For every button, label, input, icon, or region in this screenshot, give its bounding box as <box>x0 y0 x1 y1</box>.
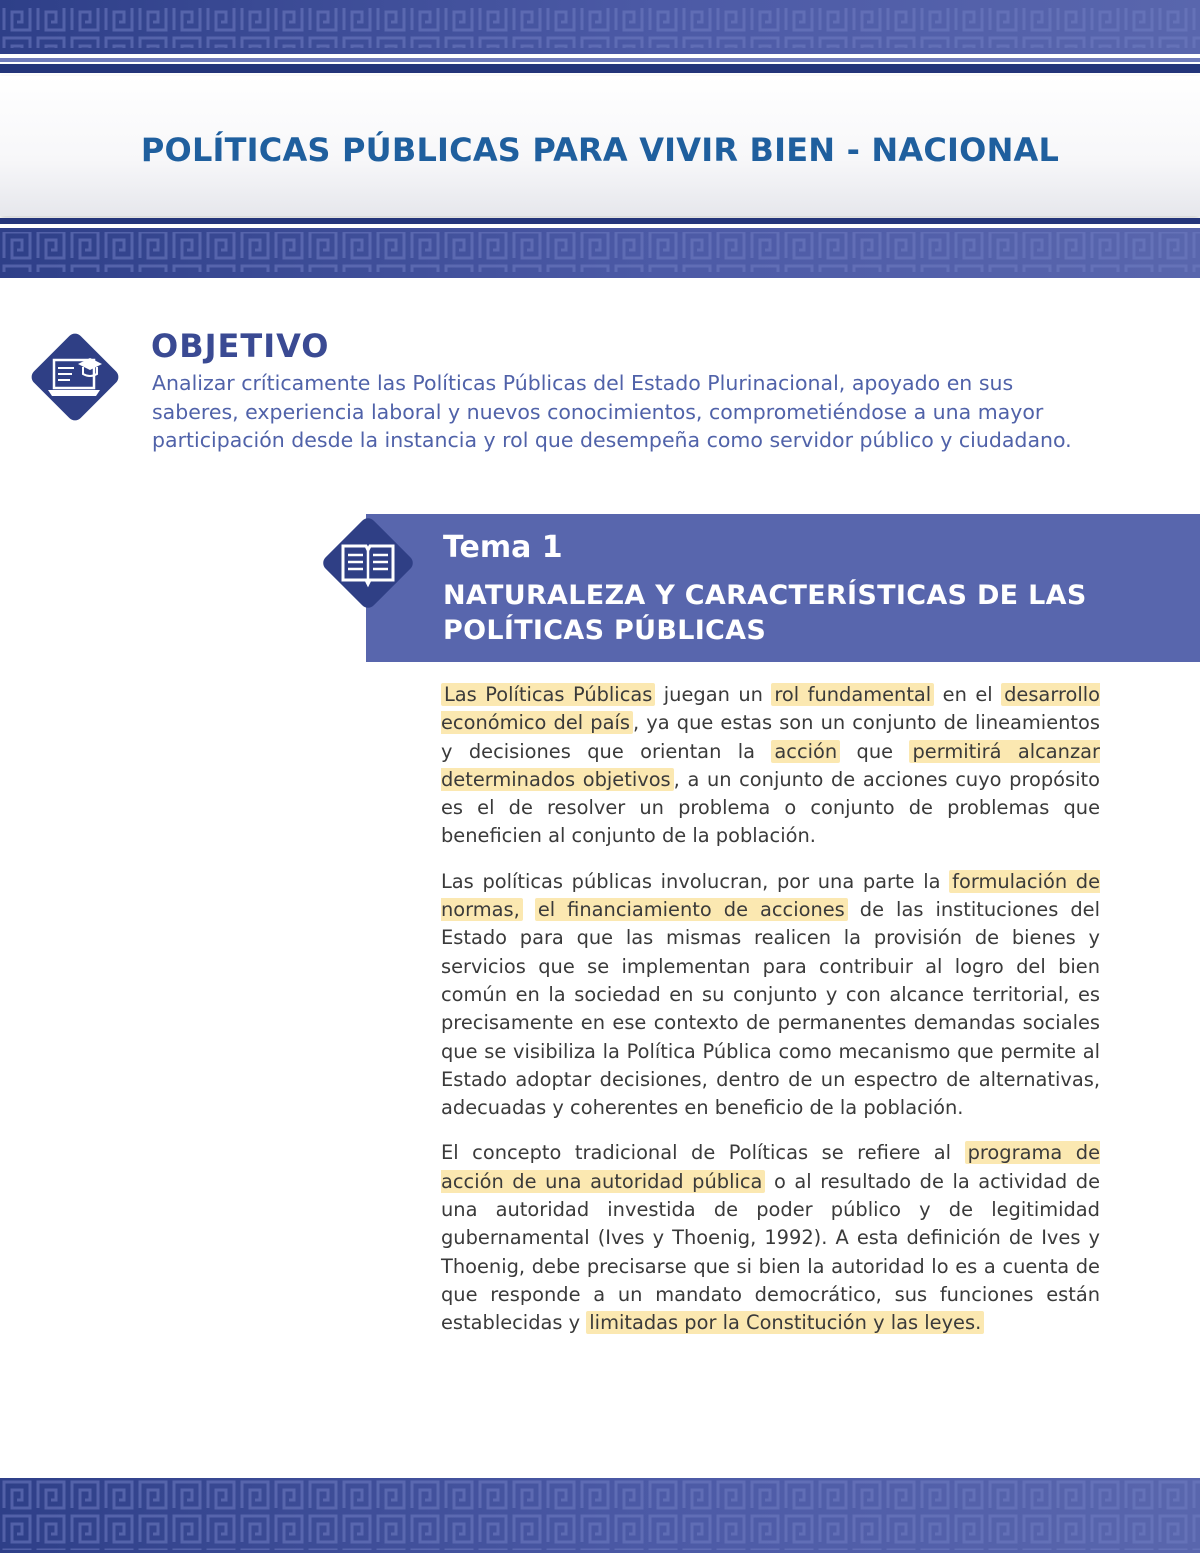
bottom-greek-band <box>0 1478 1200 1553</box>
paragraph-3 <box>441 1139 1100 1337</box>
paragraph-2 <box>441 868 1100 1123</box>
highlight: desarrollo económico del país <box>441 683 1100 735</box>
paragraph-1 <box>441 681 1100 851</box>
highlight: rol fundamental <box>771 683 934 706</box>
laptop-graduation-icon <box>22 324 128 430</box>
objective-title: OBJETIVO <box>151 327 330 365</box>
highlight: programa de acción de una autoridad pública <box>441 1141 1100 1193</box>
text-span: El concepto tradicional de Políticas se refiere al <box>441 1141 965 1165</box>
document-title: POLÍTICAS PÚBLICAS PARA VIVIR BIEN - NACIONAL <box>140 131 1060 169</box>
top-stripe-light <box>0 58 1200 62</box>
text-span: en el <box>934 683 1002 706</box>
highlight: acción <box>771 740 840 763</box>
text-span: de las instituciones del Estado para que las mismas realicen la provisión de bienes y servicios que se implementan para contribuir al logro del bien común en la sociedad en su conjunto y con alcance territorial, es precisamente en ese contexto de permanentes demandas sociales que se visibiliza la Política Pública como mecanismo que permite al Estado adoptar decisiones, dentro de un espectro de alternativas, adecuadas y coherentes en beneficio de la población. <box>441 898 1100 1120</box>
mid-greek-band <box>0 228 1200 278</box>
text-span: o al resultado de la actividad de una autoridad investida de poder público y de legitimidad gubernamental (Ives y Thoenig, 1992). A esta definición de Ives y Thoenig, debe precisarse que si bien la autoridad lo es a cuenta de que responde a un mandato democrático, sus funciones están establecidas y <box>441 1169 1100 1335</box>
objective-text: Analizar críticamente las Políticas Públicas del Estado Plurinacional, apoyado en sus saberes, experiencia laboral y nuevos conocimientos, comprometiéndose a una mayor participación desde la instancia y rol que desempeña como servidor público y ciudadano. <box>152 371 1072 452</box>
top-stripe-dark <box>0 64 1200 73</box>
highlight: Las Políticas Públicas <box>441 683 655 706</box>
highlight: formulación de normas, <box>441 869 1100 922</box>
header-panel <box>0 76 1200 216</box>
topic-title: NATURALEZA Y CARACTERÍSTICAS DE LAS POLÍTICAS PÚBLICAS <box>443 580 1087 646</box>
text-span <box>523 898 535 921</box>
top-greek-band <box>0 0 1200 54</box>
highlight: el financiamiento de acciones <box>535 898 848 921</box>
highlight: permitirá alcanzar determinados objetivos <box>441 739 1100 791</box>
open-book-icon <box>313 508 423 618</box>
text-span: que <box>840 739 910 763</box>
text-span: , ya que estas son un conjunto de lineamientos y decisiones que orientan la <box>441 711 1100 763</box>
body-text <box>441 681 1100 1355</box>
text-span: Las políticas públicas involucran, por una parte la <box>441 869 950 893</box>
text-span: juegan un <box>655 683 772 706</box>
topic-label: Tema 1 <box>443 530 563 565</box>
mid-stripe-dark <box>0 218 1200 224</box>
highlight: limitadas por la Constitución y las leyes. <box>586 1311 984 1334</box>
text-span: , a un conjunto de acciones cuyo propósito es el de resolver un problema o conjunto de problemas que beneficien al conjunto de la población. <box>441 767 1100 848</box>
